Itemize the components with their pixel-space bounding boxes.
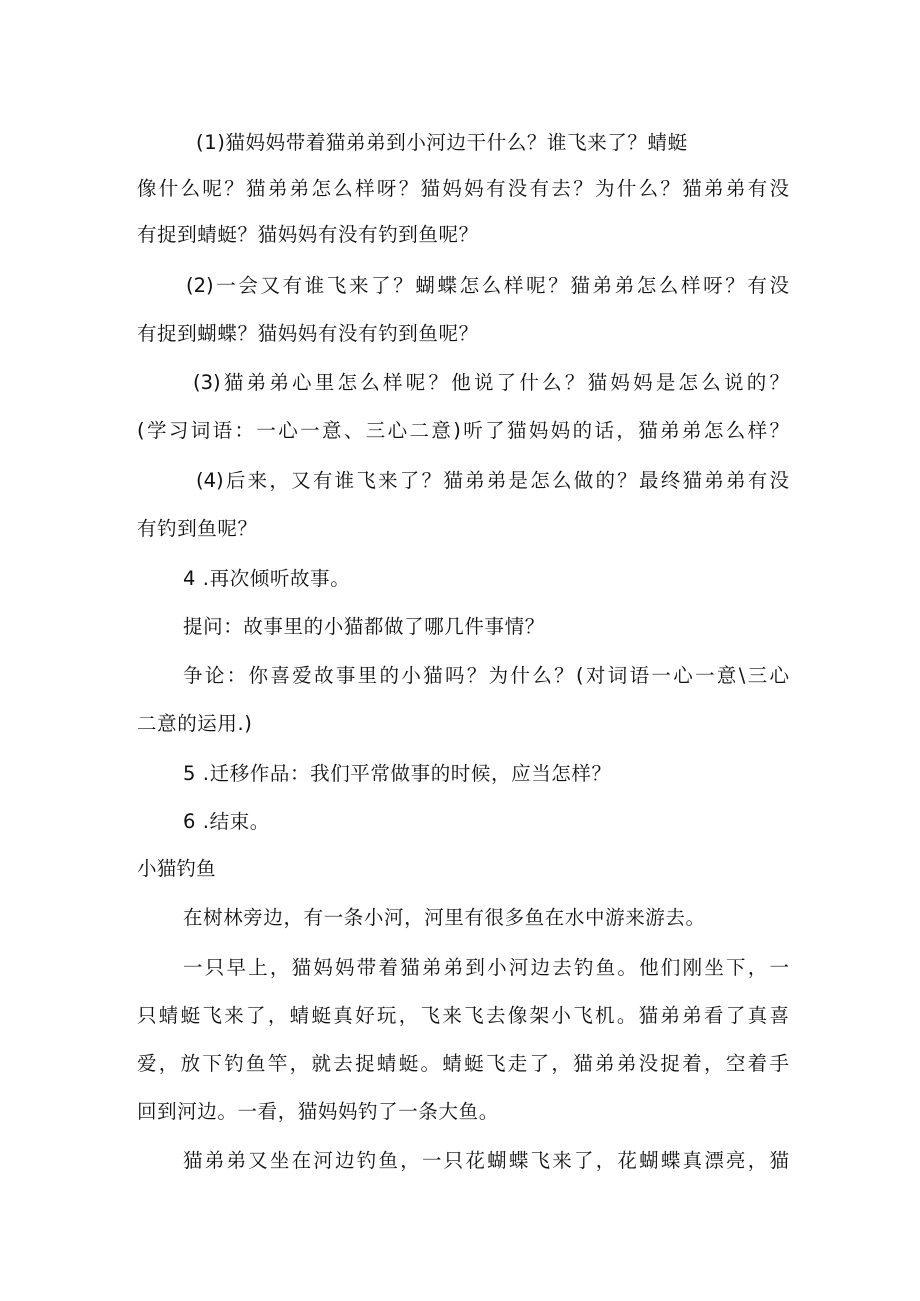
question-1-line-3: 有捉到蜻蜓？猫妈妈有没有钓到鱼呢？: [137, 223, 479, 246]
question-3-line-2: (学习词语：一心一意、三心二意)听了猫妈妈的话，猫弟弟怎么样？: [137, 419, 789, 442]
question-prompt: 提问：故事里的小猫都做了哪几件事情？: [183, 615, 545, 638]
debate-line-2: 二意的运用.): [137, 712, 253, 735]
step-6: 6 .结束。: [183, 810, 270, 833]
story-paragraph-2-line-2: 只蜻蜓飞来了，蜻蜓真好玩，飞来飞去像架小飞机。猫弟弟看了真喜: [137, 1004, 789, 1027]
story-paragraph-2-line-4: 回到河边。一看，猫妈妈钓了一条大鱼。: [137, 1100, 499, 1123]
step-4: 4 .再次倾听故事。: [183, 567, 351, 590]
question-3-line-1: (3)猫弟弟心里怎么样呢？他说了什么？猫妈妈是怎么说的？: [193, 371, 789, 394]
question-2-line-1: (2)一会又有谁飞来了？蝴蝶怎么样呢？猫弟弟怎么样呀？有没: [186, 274, 789, 297]
story-paragraph-1: 在树林旁边，有一条小河，河里有很多鱼在水中游来游去。: [183, 906, 706, 929]
question-4-line-2: 有钓到鱼呢？: [137, 517, 258, 540]
question-2-line-2: 有捉到蝴蝶？猫妈妈有没有钓到鱼呢？: [137, 322, 479, 345]
story-paragraph-2-line-3: 爱，放下钓鱼竿，就去捉蜻蜓。蜻蜓飞走了，猫弟弟没捉着，空着手: [137, 1052, 789, 1075]
question-4-line-1: (4)后来，又有谁飞来了？猫弟弟是怎么做的？最终猫弟弟有没: [196, 469, 789, 492]
debate-line-1: 争论：你喜爱故事里的小猫吗？为什么？(对词语一心一意\三心: [183, 664, 789, 687]
story-paragraph-2-line-1: 一只早上，猫妈妈带着猫弟弟到小河边去钓鱼。他们刚坐下，一: [183, 956, 789, 979]
question-1-line-2: 像什么呢？猫弟弟怎么样呀？猫妈妈有没有去？为什么？猫弟弟有没: [137, 177, 789, 200]
story-paragraph-3-line-1: 猫弟弟又坐在河边钓鱼，一只花蝴蝶飞来了，花蝴蝶真漂亮，猫: [183, 1149, 789, 1172]
question-1-line-1: (1)猫妈妈带着猫弟弟到小河边干什么？谁飞来了？蜻蜓: [196, 131, 688, 154]
step-5: 5 .迁移作品：我们平常做事的时候，应当怎样？: [183, 762, 612, 785]
story-title: 小猫钓鱼: [137, 857, 216, 880]
